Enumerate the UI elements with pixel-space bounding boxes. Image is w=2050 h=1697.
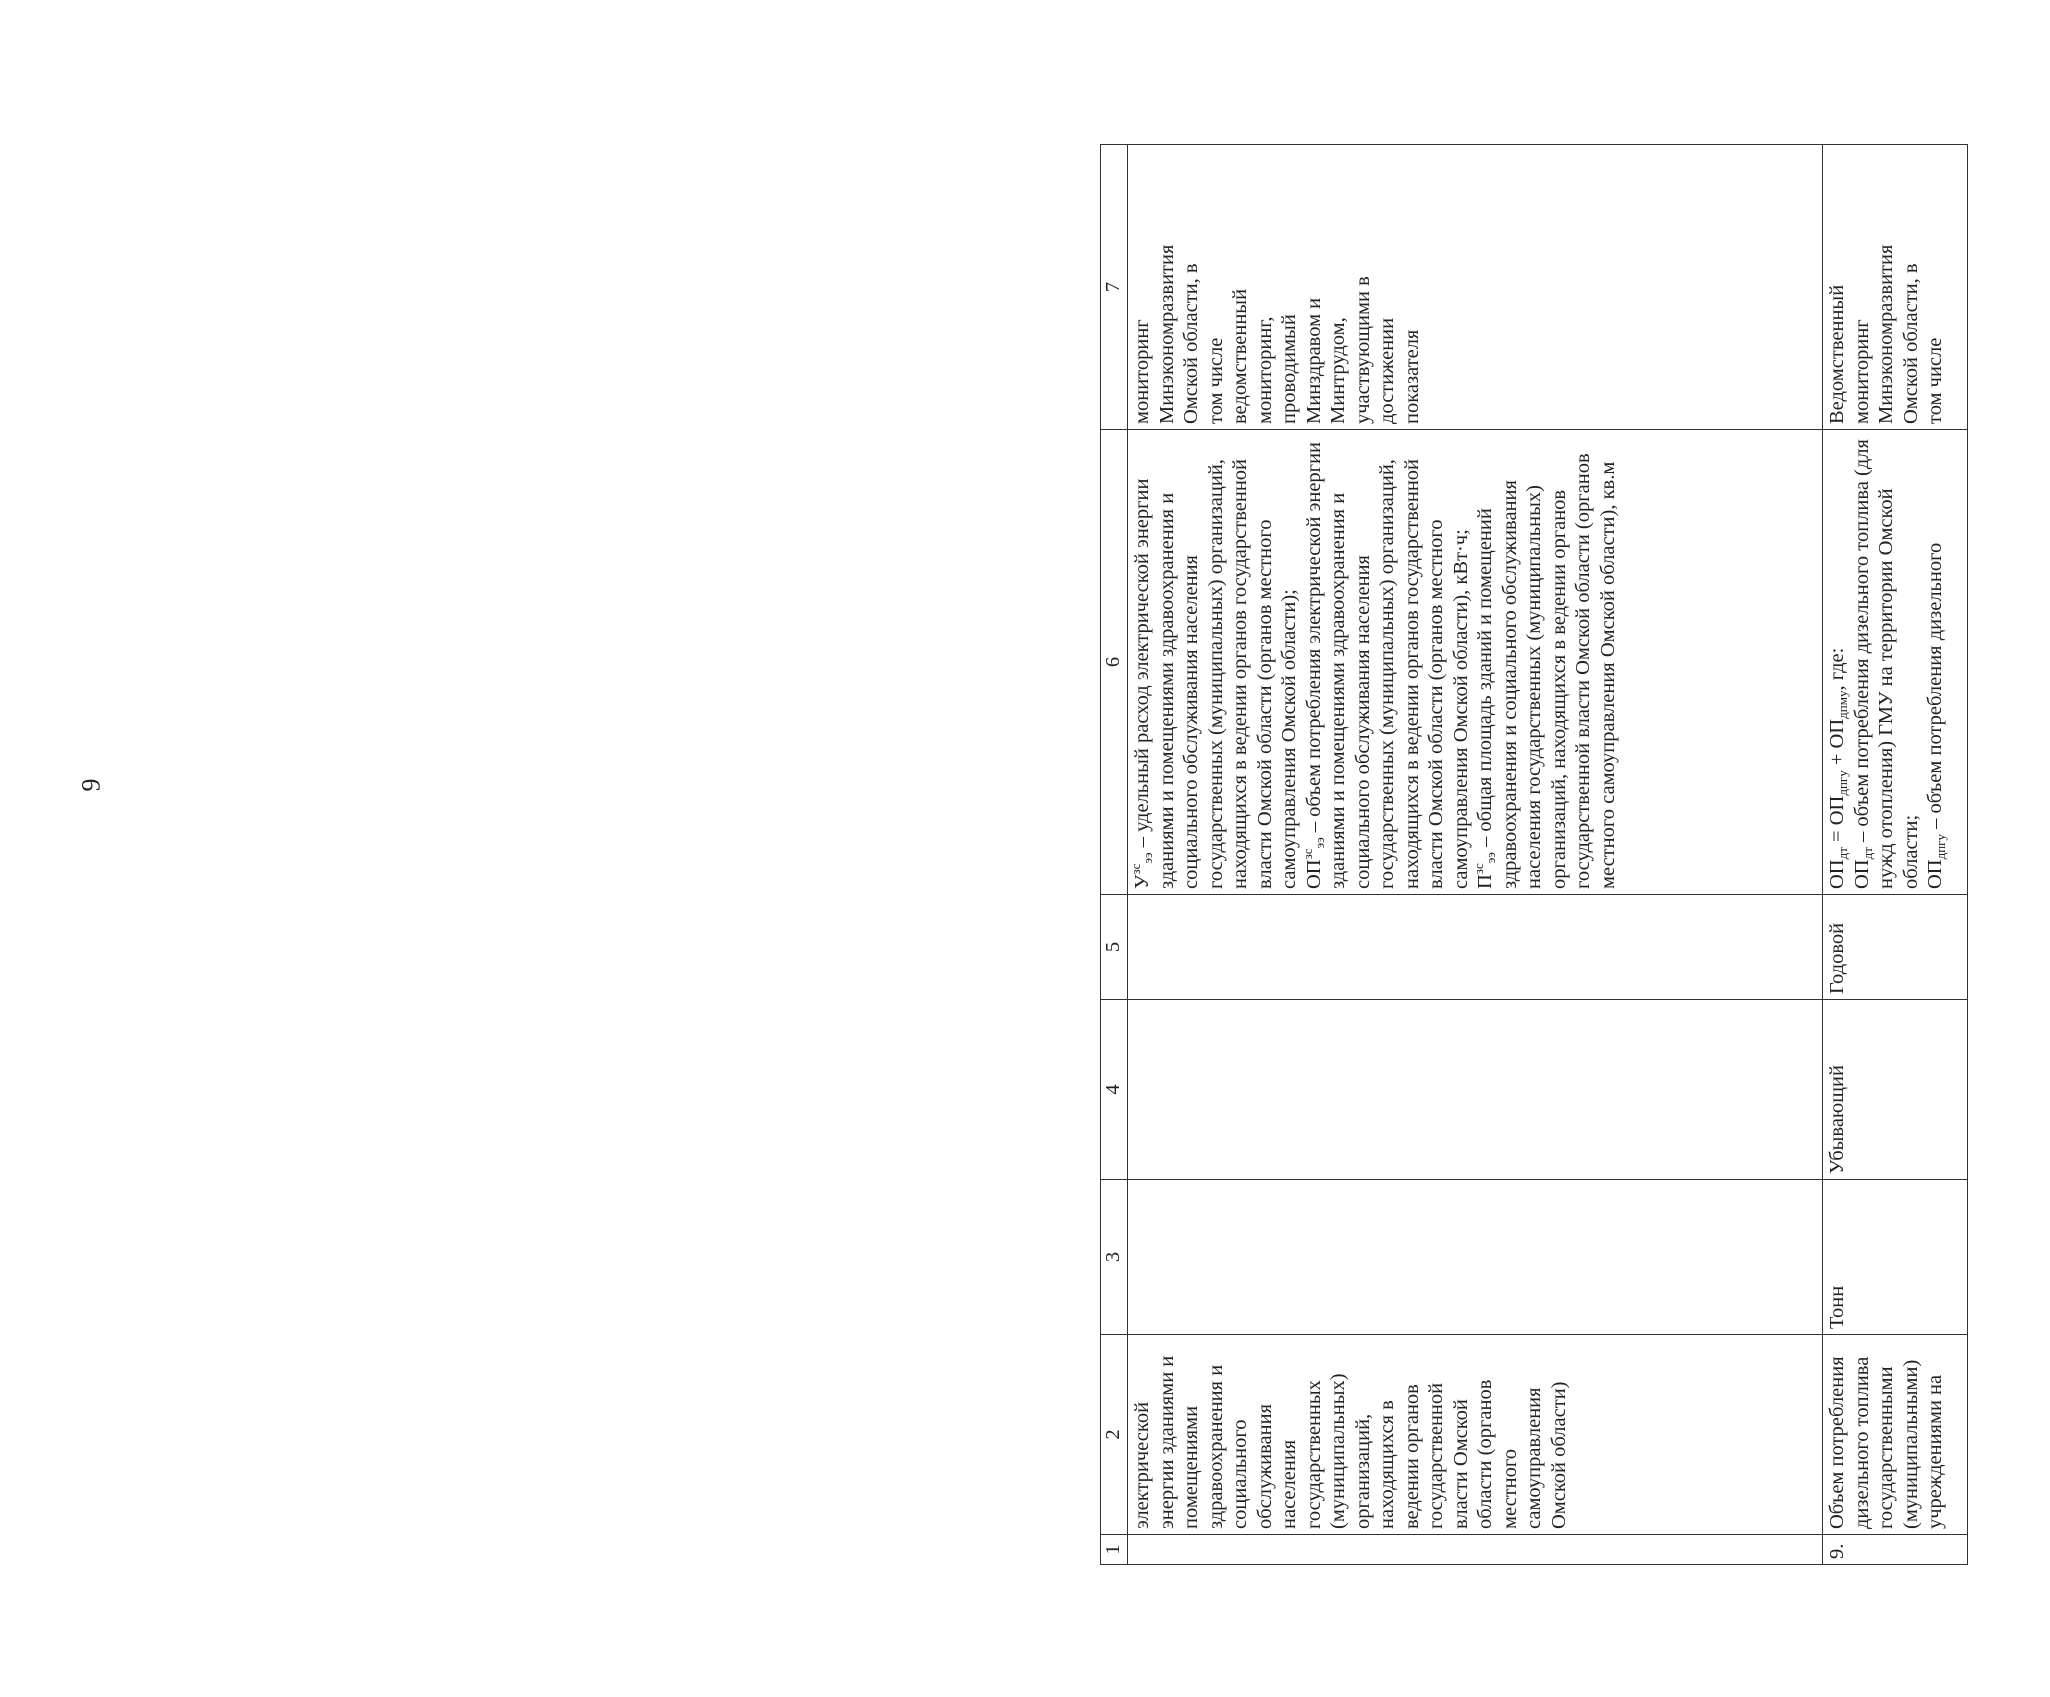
- cell-line: власти Омской: [1449, 1399, 1472, 1529]
- formula-lhs: ОП: [1826, 859, 1848, 889]
- row-b-unit-cell: Тонн: [1823, 1180, 1968, 1335]
- row-a-unit-cell: [1128, 1180, 1823, 1335]
- formula-tail: , где:: [1826, 647, 1848, 691]
- def1-sub: дт: [1859, 847, 1875, 860]
- op-sub: ээ: [1311, 837, 1327, 849]
- p-description: – общая площадь зданий и помещений здравоохранения и социального обслуживания населения государственных (муниципальных) организаций, находящихся в ведении органов государственной власти Омской области (органов местного самоуправления Омской области), кв.м: [1474, 453, 1619, 889]
- cell-line: находящихся в: [1376, 1400, 1398, 1529]
- row-a-indicator-name: [1128, 1335, 1823, 1535]
- table-row: [1128, 145, 1823, 1565]
- def2-symbol: ОП: [1924, 859, 1946, 889]
- cell-line: Минздравом и: [1302, 297, 1325, 424]
- p-sub: ээ: [1483, 852, 1498, 864]
- formula-eq: = ОП: [1826, 795, 1848, 848]
- op-description: – объем потребления электрической энергии зданиями и помещениями здравоохранения и социального обслуживания населения государственных (муниципальных) организаций, находящихся в ведении органов государственной власти Омской области (органов местного самоуправления Омской области), кВт·ч;: [1302, 441, 1472, 889]
- u-sub: ээ: [1140, 852, 1155, 864]
- cell-line: достижении: [1376, 317, 1398, 424]
- def1-description: – объем потребления дизельного топлива (для нужд отопления) ГМУ на территории Омской области;: [1850, 439, 1922, 889]
- cell-line: социального: [1229, 1419, 1251, 1529]
- cell-line: участвующими в: [1351, 276, 1374, 424]
- cell-line: электрической: [1131, 1401, 1153, 1529]
- row-a-source-cell: [1128, 145, 1823, 430]
- cell-line: здравоохранения и: [1204, 1364, 1227, 1529]
- cell-line: Омской области): [1547, 1381, 1570, 1529]
- u-sup: зс: [1128, 863, 1143, 875]
- cell-line: организаций,: [1351, 1413, 1374, 1529]
- cell-line: Омской области, в: [1180, 263, 1202, 424]
- cell-line: учреждениями на: [1924, 1374, 1946, 1529]
- cell-line: населения: [1278, 1439, 1300, 1529]
- cell-line: местного: [1498, 1448, 1521, 1529]
- row-b-source-cell: [1823, 145, 1968, 430]
- cell-line: помещениями: [1180, 1405, 1202, 1529]
- header-cell-7: 7: [1101, 145, 1128, 430]
- u-symbol: У: [1131, 874, 1153, 889]
- def2-sub: дпгу: [1933, 833, 1948, 860]
- formula-lhs-sub: дт: [1835, 847, 1850, 860]
- table-row: [1823, 145, 1968, 1565]
- cell-line: государственной: [1425, 1382, 1447, 1529]
- header-cell-4: 4: [1101, 1000, 1128, 1180]
- page-number: 9: [76, 778, 106, 792]
- u-description: – удельный расход электрической энергии зданиями и помещениями здравоохранения и социального обслуживания населения государственных (муниципальных) организаций, находящихся в ведении органов государственной власти Омской области (органов местного самоуправления Омской области);: [1131, 458, 1300, 889]
- row-a-formula-cell: [1128, 430, 1823, 895]
- p-sup: зс: [1471, 863, 1486, 875]
- formula-plus: + ОП: [1826, 718, 1848, 771]
- cell-line: государственных: [1302, 1380, 1325, 1529]
- row-a-trend-cell: [1128, 1000, 1823, 1180]
- cell-line: Минтрудом,: [1327, 317, 1349, 424]
- header-cell-2: 2: [1101, 1335, 1128, 1535]
- header-cell-1: 1: [1101, 1535, 1128, 1565]
- row-b-number-cell: 9.: [1823, 1535, 1968, 1565]
- cell-line: дизельного топлива: [1850, 1356, 1873, 1529]
- cell-line: мониторинг,: [1253, 316, 1276, 424]
- row-b-period-cell: Годовой: [1823, 895, 1968, 1000]
- cell-line: Минэкономразвития: [1875, 244, 1897, 424]
- row-a-period-cell: [1128, 895, 1823, 1000]
- cell-line: проводимый: [1278, 314, 1300, 424]
- cell-line: том числе: [1204, 337, 1227, 424]
- cell-line: Минэкономразвития: [1155, 244, 1178, 424]
- row-b-trend-cell: Убывающий: [1823, 1000, 1968, 1180]
- op-sup: зс: [1299, 848, 1315, 860]
- cell-line: обслуживания: [1253, 1403, 1276, 1529]
- cell-line: ведении органов: [1400, 1384, 1423, 1529]
- cell-line: (муниципальных): [1327, 1373, 1349, 1529]
- indicator-table: [1100, 144, 1968, 1565]
- cell-line: самоуправления: [1523, 1387, 1545, 1529]
- header-cell-3: 3: [1101, 1180, 1128, 1335]
- cell-line: мониторинг: [1850, 319, 1873, 424]
- cell-line: Ведомственный: [1826, 284, 1848, 424]
- def1-symbol: ОП: [1850, 859, 1873, 889]
- header-cell-6: 6: [1101, 430, 1128, 895]
- header-cell-5: 5: [1101, 895, 1128, 1000]
- cell-line: Омской области, в: [1899, 263, 1922, 424]
- rotated-table-sheet: [1100, 145, 2050, 1565]
- formula-term2-sub: дпму: [1835, 690, 1850, 719]
- cell-line: показателя: [1400, 329, 1423, 424]
- formula-term1-sub: дпгу: [1835, 770, 1850, 796]
- cell-line: ведомственный: [1229, 288, 1251, 424]
- row-b-formula-cell: [1823, 430, 1968, 895]
- header-row: [1101, 145, 1128, 1565]
- p-symbol: П: [1474, 874, 1496, 889]
- row-a-number-cell: [1128, 1535, 1823, 1565]
- row-b-indicator-name: [1823, 1335, 1968, 1535]
- cell-line: энергии зданиями и: [1155, 1355, 1178, 1529]
- cell-line: области (органов: [1474, 1379, 1496, 1529]
- def2-description: – объем потребления дизельного: [1924, 542, 1946, 834]
- op-symbol: ОП: [1302, 859, 1325, 889]
- cell-line: Объем потребления: [1826, 1356, 1848, 1529]
- cell-line: государственными: [1875, 1366, 1897, 1529]
- cell-line: том числе: [1924, 337, 1946, 424]
- cell-line: мониторинг: [1131, 319, 1153, 424]
- cell-line: (муниципальными): [1899, 1359, 1922, 1529]
